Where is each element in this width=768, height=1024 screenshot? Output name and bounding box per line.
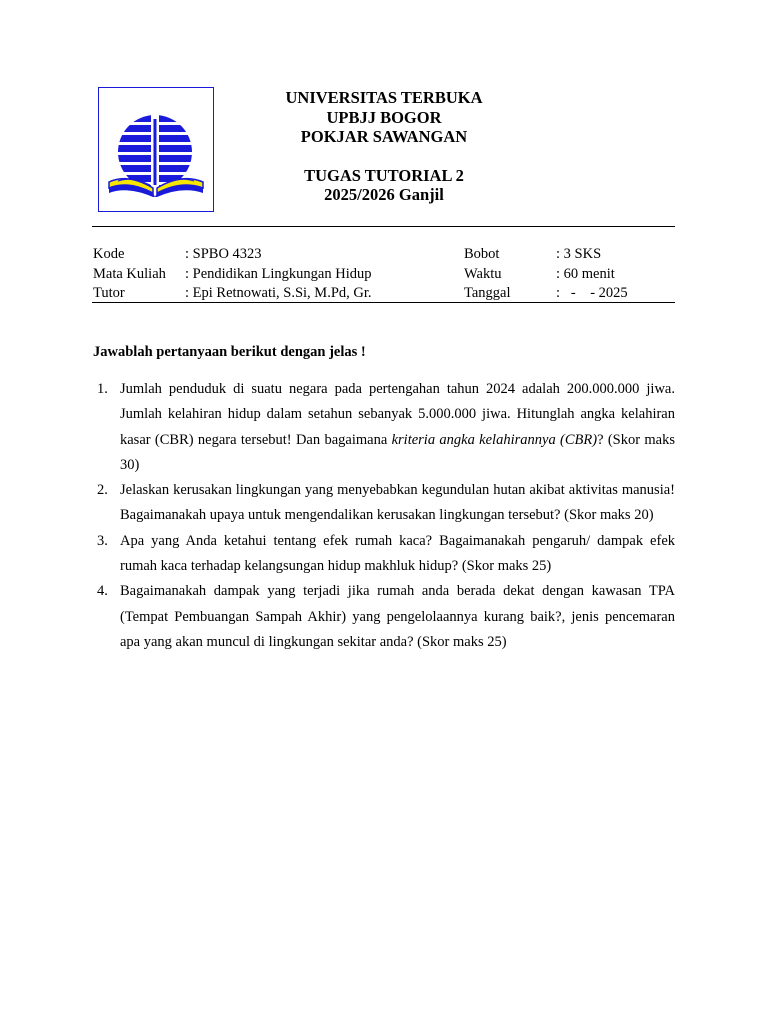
question-number: 1. — [97, 381, 108, 397]
header-divider — [92, 226, 675, 227]
question-list — [93, 377, 675, 655]
info-label: Tutor — [93, 285, 125, 301]
question-score: ? (Skor maks 30) — [120, 431, 676, 473]
question-item — [93, 377, 675, 478]
header-spacer — [234, 147, 534, 166]
info-label: Mata Kuliah — [93, 266, 166, 282]
info-value: : 60 menit — [556, 266, 615, 282]
universitas-terbuka-logo-icon — [106, 115, 208, 199]
question-italic-text: kriteria angka kelahirannya (CBR) — [391, 431, 598, 448]
question-item — [93, 478, 675, 529]
question-text: Apa yang Anda ketahui tentang efek rumah kaca? Bagaimanakah pengaruh/ dampak efek rumah kaca terhadap kelangsungan hidup makhluk hidup? (Skor maks 25) — [120, 532, 675, 575]
question-item — [93, 579, 675, 655]
document-header — [234, 88, 534, 205]
info-value: : SPBO 4323 — [185, 246, 262, 262]
pokjar-name: POKJAR SAWANGAN — [300, 127, 468, 146]
question-item — [93, 529, 675, 580]
info-value: : 3 SKS — [556, 246, 602, 262]
question-number: 2. — [97, 482, 108, 499]
info-label: Bobot — [464, 246, 500, 262]
question-text: Bagaimanakah dampak yang terjadi jika rumah anda berada dekat dengan kawasan TPA (Tempat Pembuangan Sampah Akhir) yang pengelolaannya kurang baik?, jenis pencemaran apa yang akan muncul di lingkungan sekitar anda? (Skor maks 25) — [120, 583, 675, 650]
question-text: Jumlah penduduk di suatu negara pada pertengahan tahun 2024 adalah 200.000.000 jiwa. Jumlah kelahiran hidup dalam setahun sebanyak 5.000.000 jiwa. Hitunglah angka kelahiran kasar (CBR) negara tersebut! Dan bagaimana — [120, 381, 675, 448]
info-divider — [92, 302, 675, 303]
upbjj-name: UPBJJ BOGOR — [326, 107, 442, 127]
logo-frame — [98, 87, 214, 212]
info-label: Tanggal — [464, 285, 511, 301]
academic-period: 2025/2026 Ganjil — [324, 185, 444, 204]
instruction-text: Jawablah pertanyaan berikut dengan jelas ! — [93, 344, 366, 360]
info-row-kode — [93, 244, 675, 264]
question-number: 3. — [97, 532, 108, 549]
question-text: Jelaskan kerusakan lingkungan yang menyebabkan kegundulan hutan akibat aktivitas manusia! Bagaimanakah upaya untuk mengendalikan kerusakan lingkungan tersebut? (Skor maks 20) — [120, 482, 675, 524]
info-label: Waktu — [464, 266, 502, 282]
info-value: : Pendidikan Lingkungan Hidup — [185, 266, 372, 282]
info-value: : - - 2025 — [556, 285, 628, 301]
info-row-tutor — [93, 283, 675, 303]
university-name: UNIVERSITAS TERBUKA — [285, 88, 483, 107]
info-row-mata-kuliah — [93, 264, 675, 284]
info-label: Kode — [93, 246, 125, 262]
assignment-title: TUGAS TUTORIAL 2 — [304, 165, 464, 185]
info-value: : Epi Retnowati, S.Si, M.Pd, Gr. — [185, 285, 372, 301]
question-number: 4. — [97, 583, 108, 600]
